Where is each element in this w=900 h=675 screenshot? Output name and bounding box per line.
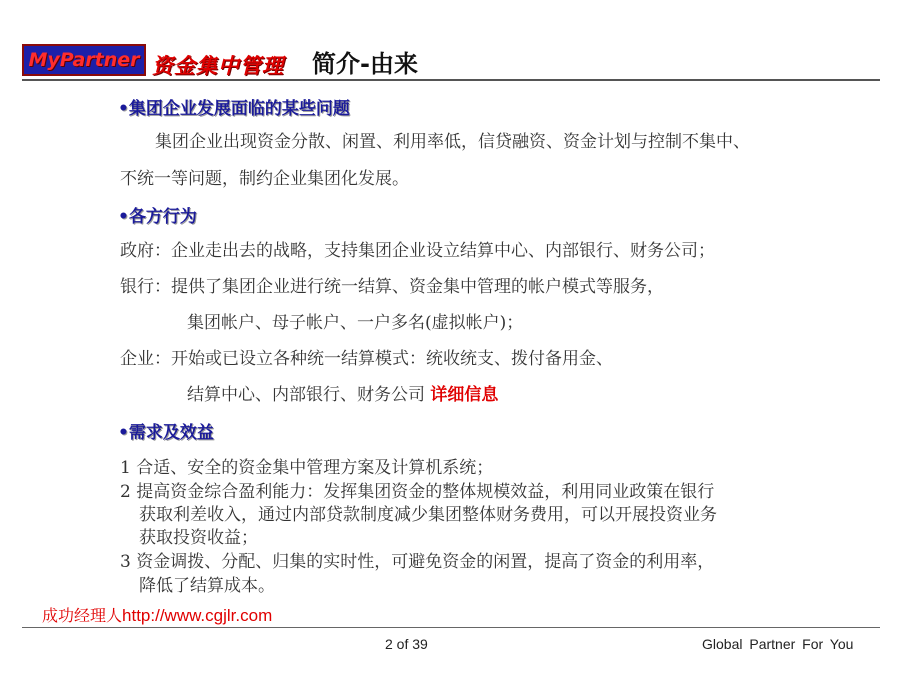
benefits-line-6: 降低了结算成本。 xyxy=(139,576,275,596)
problems-line-1: 集团企业出现资金分散、闲置、利用率低，信贷融资、资金计划与控制不集中、 xyxy=(155,132,750,152)
benefits-line-1: 1 合适、安全的资金集中管理方案及计算机系统； xyxy=(120,458,494,478)
detail-link[interactable]: 详细信息 xyxy=(430,385,499,405)
footer-tagline: Global Partner For You xyxy=(702,636,854,652)
logo-text: MyPartner xyxy=(28,49,140,71)
section-heading-problems: •集团企业发展面临的某些问题 xyxy=(118,99,350,119)
problems-line-2: 不统一等问题，制约企业集团化发展。 xyxy=(120,169,409,189)
subtitle-calligraphy: 资金集中管理 xyxy=(152,53,284,78)
footer-url[interactable]: http://www.cgjlr.com xyxy=(122,606,273,625)
header-divider xyxy=(22,79,880,81)
benefits-line-3: 获取利差收入，通过内部贷款制度减少集团整体财务费用，可以开展投资业务 xyxy=(139,505,717,525)
actions-bank-accounts: 集团帐户、母子帐户、一户多名(虚拟帐户)； xyxy=(187,313,524,333)
mypartner-logo xyxy=(22,44,146,76)
actions-bank: 银行：提供了集团企业进行统一结算、资金集中管理的帐户模式等服务， xyxy=(120,277,664,297)
footer-brand-name: 成功经理人 xyxy=(42,606,123,625)
benefits-line-2: 2 提高资金综合盈利能力：发挥集团资金的整体规模效益，利用同业政策在银行 xyxy=(120,482,715,502)
section-heading-benefits: •需求及效益 xyxy=(118,423,214,443)
actions-enterprise-modes xyxy=(187,380,498,405)
page-title: 简介-由来 xyxy=(312,50,418,78)
page-number: 2 of 39 xyxy=(385,636,428,652)
footer-brand[interactable] xyxy=(42,603,272,626)
actions-enterprise-modes-text: 结算中心、内部银行、财务公司 xyxy=(187,385,425,405)
actions-government: 政府：企业走出去的战略，支持集团企业设立结算中心、内部银行、财务公司； xyxy=(120,241,715,261)
actions-enterprise: 企业：开始或已设立各种统一结算模式：统收统支、拨付备用金、 xyxy=(120,349,613,369)
benefits-line-4: 获取投资收益； xyxy=(139,528,258,548)
section-heading-actions: •各方行为 xyxy=(118,207,197,227)
benefits-line-5: 3 资金调拨、分配、归集的实时性，可避免资金的闲置，提高了资金的利用率， xyxy=(120,552,715,572)
footer-divider xyxy=(22,627,880,628)
